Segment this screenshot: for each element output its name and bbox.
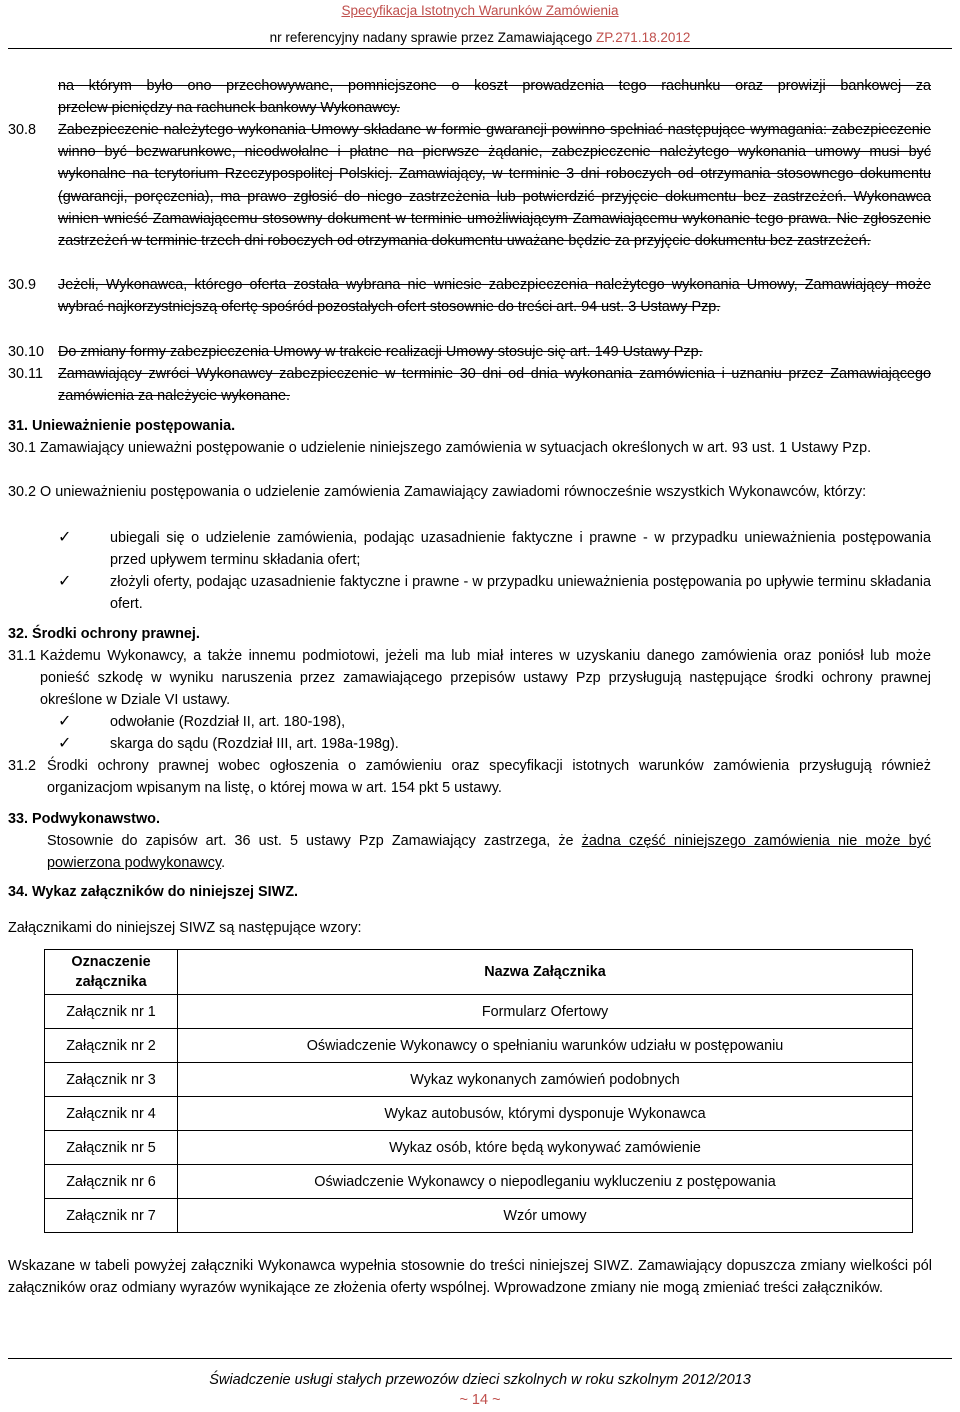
attachment-id: Załącznik nr 7 — [45, 1199, 178, 1233]
attachment-id: Załącznik nr 1 — [45, 995, 178, 1029]
paragraph-31-1-number: 30.1 — [8, 440, 37, 456]
attachment-name: Oświadczenie Wykonawcy o spełnianiu warunków udziału w postępowaniu — [178, 1029, 913, 1063]
table-row — [45, 1165, 913, 1199]
attachment-name: Wykaz wykonanych zamówień podobnych — [178, 1063, 913, 1097]
table-row — [45, 1063, 913, 1097]
section-33-text — [47, 830, 931, 874]
table-row — [45, 1131, 913, 1165]
document-title: Specyfikacja Istotnych Warunków Zamówienia — [341, 3, 619, 18]
attachment-name: Wykaz autobusów, którymi dysponuje Wykonawca — [178, 1097, 913, 1131]
attachment-name: Wzór umowy — [178, 1199, 913, 1233]
paragraph-32-1-number: 31.1 — [8, 648, 37, 664]
section-32-heading: 32. Środki ochrony prawnej. — [8, 626, 200, 642]
section-33-text-end: . — [221, 855, 226, 872]
attachment-id: Załącznik nr 5 — [45, 1131, 178, 1165]
attachment-id: Załącznik nr 3 — [45, 1063, 178, 1097]
table-row — [45, 995, 913, 1029]
paragraph-30-8-text: Zabezpieczenie należytego wykonania Umowy składane w formie gwarancji powinno spełniać następujące wymagania: zabezpieczenie winno być bezwarunkowe, nieodwołalne i płatne na pierwsze żądanie, zabezpieczenie należytego wykonania umowy musi być wykonalne na terytorium Rzeczypospolitej Polskiej. Zamawiający, w terminie 3 dni roboczych od otrzymania stosownego dokumentu (gwarancji, poręczenia), ma prawo zgłosić do niego zastrzeżenia lub potwierdzić przyjęcie dokumentu bez zastrzeżeń. Wykonawca winien wnieść Zamawiającemu stosowny dokument w terminie umożliwiającym Zamawiającemu wykonanie tego prawa. Nie zgłoszenie zastrzeżeń w terminie trzech dni roboczych od otrzymania dokumentu uważane będzie za przyjęcie dokumentu bez zastrzeżeń. — [58, 122, 931, 250]
checkmark-icon: ✓ — [58, 573, 72, 590]
section-33-text-underlined: żadna część niniejszego zamówienia nie może być powierzona podwykonawcy — [47, 833, 931, 872]
table-row — [45, 1029, 913, 1063]
paragraph-32-2-number: 31.2 — [8, 758, 37, 774]
attachment-name: Wykaz osób, które będą wykonywać zamówienie — [178, 1131, 913, 1165]
list-item: złożyli oferty, podając uzasadnienie faktyczne i prawne - w przypadku unieważnienia postępowania po upływie terminu składania ofert. — [110, 574, 931, 613]
paragraph-32-1-text: Każdemu Wykonawcy, a także innemu podmiotowi, jeżeli ma lub miał interes w uzyskaniu danego zamówienia oraz poniósł lub może ponieść szkodę w wyniku naruszenia przez zamawiającego przepisów ustawy Pzp przysługują następujące środki ochrony prawnej określone w Dziale VI ustawy. — [40, 648, 931, 709]
paragraph-30-11-text: Zamawiający zwróci Wykonawcy zabezpieczenie w terminie 30 dni od dnia wykonania zamówienia i uznaniu przez Zamawiającego zamówienia za należycie wykonane. — [58, 366, 931, 405]
reference-line — [0, 30, 960, 45]
table-row — [45, 1199, 913, 1233]
table-header-row — [45, 950, 913, 995]
reference-label: nr referencyjny nadany sprawie przez Zamawiającego — [269, 30, 597, 45]
section-31-heading: 31. Unieważnienie postępowania. — [8, 418, 236, 434]
attachment-id: Załącznik nr 4 — [45, 1097, 178, 1131]
column-header-name: Nazwa Załącznika — [178, 950, 913, 995]
column-header-id: Oznaczenie załącznika — [45, 950, 178, 995]
section-33-text-plain: Stosownie do zapisów art. 36 ust. 5 ustawy Pzp Zamawiający zastrzega, że — [47, 833, 582, 849]
attachment-id: Załącznik nr 2 — [45, 1029, 178, 1063]
paragraph-number: 30.10 — [8, 344, 45, 360]
attachment-name: Oświadczenie Wykonawcy o niepodleganiu wykluczeniu z postępowania — [178, 1165, 913, 1199]
list-item: odwołanie (Rozdział II, art. 180-198), — [110, 714, 346, 730]
footer-text: Świadczenie usługi stałych przewozów dzieci szkolnych w roku szkolnym 2012/2013 — [209, 1372, 751, 1388]
section-34-heading: 34. Wykaz załączników do niniejszej SIWZ. — [8, 884, 299, 900]
paragraph-number: 30.11 — [8, 366, 43, 382]
paragraph-31-2-text: O unieważnieniu postępowania o udzielenie zamówienia Zamawiający zawiadomi równocześnie wszystkich Wykonawców, którzy: — [40, 484, 867, 500]
paragraph-30-7-continuation-line1: na którym było ono przechowywane, pomniejszone o koszt prowadzenia tego rachunku oraz prowizji bankowej za — [58, 78, 931, 94]
table-row — [45, 1097, 913, 1131]
page-number: ~ 14 ~ — [459, 1392, 501, 1408]
attachments-table — [44, 949, 913, 1233]
paragraph-31-2-number: 30.2 — [8, 484, 37, 500]
paragraph-30-7-continuation-line2: przelew pieniędzy na rachunek bankowy Wykonawcy. — [58, 100, 400, 116]
paragraph-number: 30.9 — [8, 277, 37, 293]
paragraph-31-1-text: Zamawiający unieważni postępowanie o udzielenie niniejszego zamówienia w sytuacjach określonych w art. 93 ust. 1 Ustawy Pzp. — [40, 440, 872, 456]
attachments-closing-note: Wskazane w tabeli powyżej załączniki Wykonawca wypełnia stosownie do treści niniejszej SIWZ. Zamawiający dopuszcza zmiany wielkości pól załączników oraz odmiany wyrazów wynikające ze złożenia oferty wspólnej. Wprowadzone zmiany nie mogą zmieniać treści załączników. — [8, 1258, 932, 1297]
list-item: ubiegali się o udzielenie zamówienia, podając uzasadnienie faktyczne i prawne - w przypadku unieważnienia postępowania przed upływem terminu składania ofert; — [110, 530, 931, 569]
footer-divider — [8, 1358, 952, 1359]
checkmark-icon: ✓ — [58, 713, 72, 730]
list-item: skarga do sądu (Rozdział III, art. 198a-198g). — [110, 736, 399, 752]
checkmark-icon: ✓ — [58, 529, 72, 546]
reference-number: ZP.271.18.2012 — [596, 30, 691, 45]
checkmark-icon: ✓ — [58, 735, 72, 752]
paragraph-number: 30.8 — [8, 122, 37, 138]
paragraph-30-9-text: Jeżeli, Wykonawca, którego oferta została wybrana nie wniesie zabezpieczenia należytego wykonania Umowy, Zamawiający może wybrać najkorzystniejszą ofertę spośród pozostałych ofert stosownie do treści art. 94 ust. 3 Ustawy Pzp. — [58, 277, 931, 316]
paragraph-32-2-text: Środki ochrony prawnej wobec ogłoszenia o zamówieniu oraz specyfikacji istotnych warunków zamówienia przysługują również organizacjom wpisanym na listę, o której mowa w art. 154 pkt 5 ustawy. — [47, 758, 931, 797]
section-33-heading: 33. Podwykonawstwo. — [8, 811, 160, 827]
attachments-intro: Załącznikami do niniejszej SIWZ są następujące wzory: — [8, 920, 362, 936]
attachment-name: Formularz Ofertowy — [178, 995, 913, 1029]
attachment-id: Załącznik nr 6 — [45, 1165, 178, 1199]
header-divider — [8, 48, 952, 49]
paragraph-30-10-text: Do zmiany formy zabezpieczenia Umowy w trakcie realizacji Umowy stosuje się art. 149 Ustawy Pzp. — [58, 344, 703, 360]
